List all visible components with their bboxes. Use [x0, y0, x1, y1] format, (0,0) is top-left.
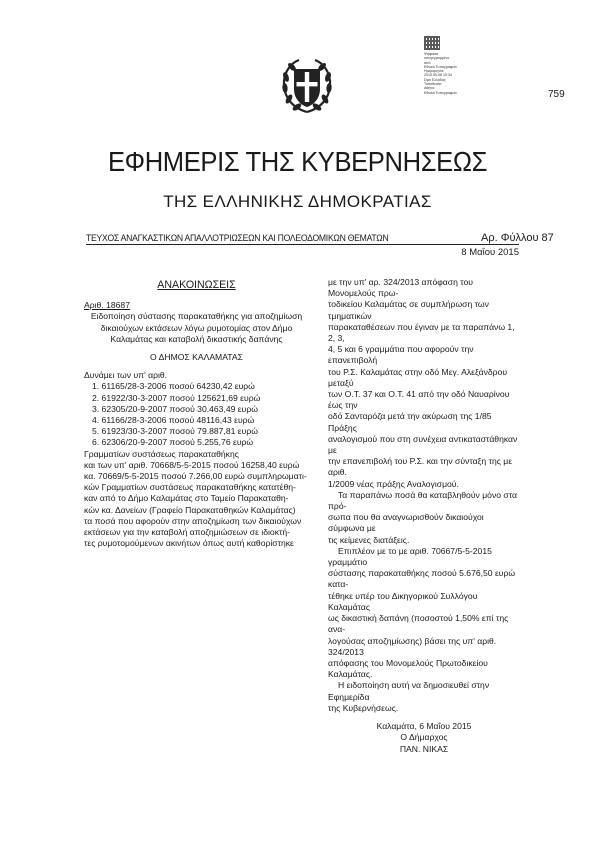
deposit-list [84, 381, 309, 448]
stamp-line: Ώρα Ελλάδας [424, 77, 446, 82]
signature-name: ΠΑΝ. ΝΙΚΑΣ [399, 743, 449, 754]
signature-place-date: Καλαμάτα, 6 Μαΐου 2015 [376, 720, 472, 731]
issue-label: Αρ. Φύλλου [481, 232, 542, 244]
issue-number [481, 232, 554, 244]
body-line: εκτάσεων για την καταβολή αποζημιώσεων σε ιδιοκτή- [84, 527, 291, 538]
body-line: Επιπλέον με το με αριθ. 70667/5-5-2015 γραμμάτιο [328, 545, 492, 568]
left-column [84, 280, 309, 549]
stamp-line: Τοποθεσία: [424, 82, 442, 87]
stamp-line: Αθήνα [424, 86, 435, 91]
signature-role: Ο Δήμαρχος [400, 732, 448, 743]
body-line: λογούσας αποζημίωσης) βάσει της υπ' αριθ. 324/2013 [328, 635, 497, 657]
stamp-line: Εθνικό Τυπογραφείο [424, 90, 457, 95]
signature-block [328, 721, 520, 755]
body-line: καν από το Δήμο Καλαμάτας στο Ταμείο Παρακαταθη- [84, 493, 289, 504]
header-divider [86, 244, 519, 245]
body-line: της Κυβερνήσεως. [328, 702, 399, 713]
reference-number: Αριθ. 18687 [84, 300, 130, 311]
right-column [328, 277, 520, 755]
body-line: τις κείμενες διατάξεις. [328, 534, 410, 545]
body-line: απόφασης του Μονομελούς Πρωτοδικείου Καλαμάτας. [328, 657, 488, 680]
page-number: 759 [548, 89, 565, 100]
body-line: με την υπ' αρ. 324/2013 απόφαση του Μονομελούς πρω- [328, 277, 473, 299]
list-item: 5. 61923/30-3-2007 ποσού 79.887,81 ευρώ [92, 426, 258, 437]
stamp-line: Εθνικό Τυπογραφείο [424, 64, 457, 69]
body-line: κα. 70669/5-5-2015 ποσού 7.266,00 ευρώ συμπληρωματι- [84, 471, 307, 482]
gazette-subtitle: ΤΗΣ ΕΛΛΗΝΙΚΗΣ ΔΗΜΟΚΡΑΤΙΑΣ [163, 192, 432, 211]
list-item: 1. 61165/28-3-2006 ποσού 64230,42 ευρώ [92, 381, 255, 392]
greek-coat-of-arms-icon [279, 57, 335, 115]
body-line: 4, 5 και 6 γραμμάτια που αφορούν την επανεπιβολή [328, 344, 474, 366]
body-line: τες ρυμοτομούμενων ακινήτων όπως αυτή καθορίστηκε [84, 538, 294, 549]
digital-signature-stamp [424, 36, 500, 95]
body-line: οδό Σανταρόζα μετά την ακύρωση της 1/85 Πράξης [328, 411, 492, 433]
body-line: Τα παραπάνω ποσά θα καταβληθούν μόνο στα πρό- [328, 489, 517, 512]
body-line: αναλογισμού που στη συνέχεια αντικαταστάθηκαν με [328, 433, 518, 456]
issue-series: ΤΕΥΧΟΣ ΑΝΑΓΚΑΣΤΙΚΩΝ ΑΠΑΛΛΟΤΡΙΩΣΕΩΝ ΚΑΙ ΠΟΛΕΟΔΟΜΙΚΩΝ ΘΕΜΑΤΩΝ [86, 233, 389, 244]
body-line: Γραμματίων συστάσεως παρακαταθήκης [84, 448, 239, 459]
section-heading: ΑΝΑΚΟΙΝΩΣΕΙΣ [157, 279, 236, 291]
stamp-line: υπογεγραμμένο [424, 56, 450, 61]
signature-seal-icon [424, 36, 440, 50]
body-line: την επανεπιβολή του Ρ.Σ. και την σύνταξη της με αριθ. [328, 456, 513, 478]
issue-date: 8 Μαΐου 2015 [461, 247, 519, 258]
body-line: παρακαταθέσεων που έγιναν με τα παραπάνω 1, 2, 3, [328, 321, 515, 344]
stamp-line: Ημερομηνία: [424, 69, 445, 74]
issue-number-value: 87 [541, 232, 554, 244]
body-line: τα ποσά που αφορούν στην αποζημίωση των δικαιούχων [84, 515, 302, 526]
body-line: κών κα. Δανείων (Γραφείο Παρακαταθηκών Καλαμάτας) [84, 504, 296, 515]
gazette-title: ΕΦΗΜΕΡΙΣ ΤΗΣ ΚΥΒΕΡΝΗΣΕΩΣ [107, 146, 488, 177]
stamp-line: 2015.05.08 10:34 [424, 73, 452, 78]
stamp-line: Ψηφιακά [424, 52, 439, 56]
body-line: του Ρ.Σ. Καλαμάτας στην οδό Μεγ. Αλεξάνδρου μεταξύ [328, 366, 508, 388]
body-line: Η ειδοποίηση αυτή να δημοσιευθεί στην Εφημερίδα [328, 680, 490, 702]
notice-subject: Ειδοποίηση σύστασης παρακαταθήκης για αποζημίωση δικαιούχων εκτάσεων λόγω ρυμοτομίας στον Δήμο Καλαμάτας και καταβολή δικαστικής δαπάνης [90, 311, 303, 344]
body-line: 1/2009 νέας πράξης Αναλογισμού. [328, 478, 459, 489]
body-line: και των υπ' αριθ. 70668/5-5-2015 ποσού 16258,40 ευρώ [84, 459, 300, 470]
issuer: Ο ΔΗΜΟΣ ΚΑΛΑΜΑΤΑΣ [150, 352, 243, 363]
intro-line: Δυνάμει των υπ' αριθ. [84, 370, 168, 381]
body-line: τέθηκε υπέρ του Δικηγορικού Συλλόγου Καλαμάτας [328, 590, 478, 612]
body-line: κών Γραμματίων συστάσεως παρακαταθήκης κατατέθη- [84, 482, 296, 493]
list-item: 3. 62305/20-9-2007 ποσού 30.463,49 ευρώ [92, 403, 258, 414]
body-line: σωπα που θα αναγνωρισθούν δικαιούχοι σύμφωνα με [328, 512, 484, 534]
body-line: τοδικείου Καλαμάτας σε συμπλήρωση των τμηματικών [328, 299, 489, 321]
stamp-line: από [424, 60, 431, 65]
body-line: ως δικαστική δαπάνη (ποσοστού 1,50% επί της ανα- [328, 613, 509, 635]
list-item: 2. 61922/30-3-2007 ποσού 125621,69 ευρώ [92, 392, 261, 403]
body-line: των Ο.Τ. 37 και Ο.Τ. 41 από την οδό Ναυαρίνου έως την [328, 389, 510, 411]
list-item: 6. 62306/20-9-2007 ποσού 5.255,76 ευρώ [92, 437, 254, 448]
list-item: 4. 61166/28-3-2006 ποσού 48116,43 ευρώ [92, 415, 255, 426]
body-line: σύστασης παρακαταθήκης ποσού 5.676,50 ευρώ κατα- [328, 568, 516, 590]
